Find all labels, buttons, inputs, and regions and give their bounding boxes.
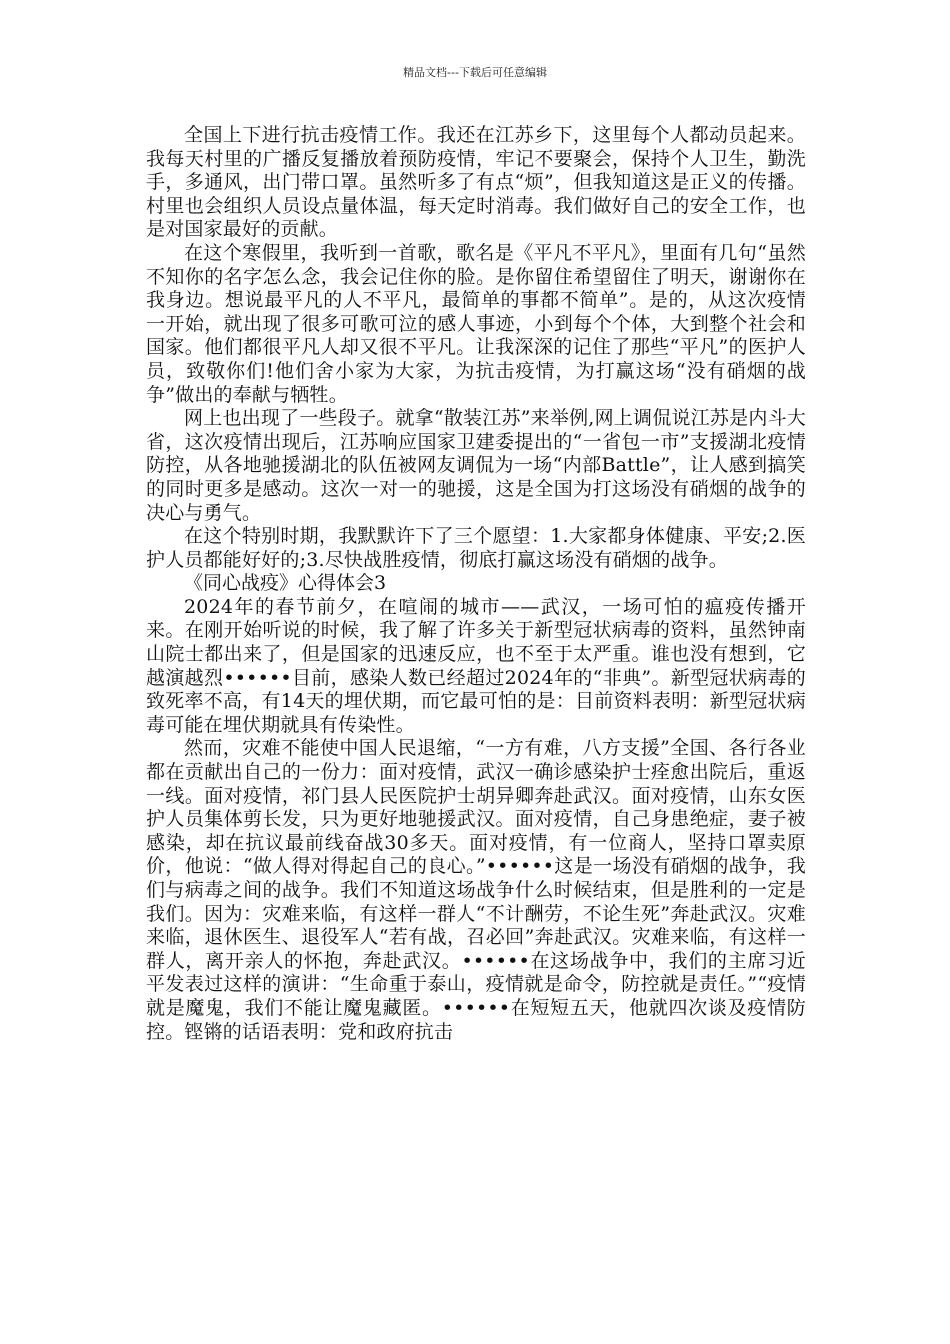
paragraph-5: 2024年的春节前夕，在喧闹的城市——武汉，一场可怕的瘟疫传播开来。在刚开始听说的时候，我了解了许多关于新型冠状病毒的资料，虽然钟南山院士都出来了，但是国家的迅速反应，也不至于太严重。谁也没有想到，它越演越烈••••••目前，感染人数已经超过2024年的“非典”。新型冠状病毒的致死率不高，有14天的埋伏期，而它最可怕的是：目前资料表明：新型冠状病毒可能在埋伏期就具有传染性。 [146,595,806,736]
paragraph-3: 网上也出现了一些段子。就拿“散装江苏”来举例,网上调侃说江苏是内斗大省，这次疫情出现后，江苏响应国家卫建委提出的“一省包一市”支援湖北疫情防控，从各地驰援湖北的队伍被网友调侃为一场“内部Battle”，让人感到搞笑的同时更多是感动。这次一对一的驰援，这是全国为打这场没有硝烟的战争的决心与勇气。 [146,407,806,524]
paragraph-1: 全国上下进行抗击疫情工作。我还在江苏乡下，这里每个人都动员起来。我每天村里的广播反复播放着预防疫情，牢记不要聚会，保持个人卫生，勤洗手，多通风，出门带口罩。虽然听多了有点“烦”，但我知道这是正义的传播。村里也会组织人员设点量体温，每天定时消毒。我们做好自己的安全工作，也是对国家最好的贡献。 [146,124,806,241]
document-body [146,124,806,1044]
paragraph-2: 在这个寒假里，我听到一首歌，歌名是《平凡不平凡》，里面有几句“虽然不知你的名字怎么念，我会记住你的脸。是你留住希望留住了明天，谢谢你在我身边。想说最平凡的人不平凡，最简单的事都不简单”。是的，从这次疫情一开始，就出现了很多可歌可泣的感人事迹，小到每个个体，大到整个社会和国家。他们都很平凡人却又很不平凡。让我深深的记住了那些“平凡”的医护人员，致敬你们!他们舍小家为大家，为抗击疫情，为打赢这场“没有硝烟的战争”做出的奉献与牺牲。 [146,241,806,406]
section-heading: 《同心战疫》心得体会3 [184,572,387,595]
paragraph-4: 在这个特别时期，我默默许下了三个愿望：1.大家都身体健康、平安;2.医护人员都能好好的;3.尽快战胜疫情，彻底打赢这场没有硝烟的战争。 [146,525,806,571]
paragraph-6: 然而，灾难不能使中国人民退缩，“一方有难，八方支援”全国、各行各业都在贡献出自己的一份力：面对疫情，武汉一确诊感染护士痊愈出院后，重返一线。面对疫情，祁门县人民医院护士胡异卿奔赴武汉。面对疫情，山东女医护人员集体剪长发，只为更好地驰援武汉。面对疫情，自己身患绝症，妻子被感染，却在抗议最前线奋战30多天。面对疫情，有一位商人，坚持口罩卖原价，他说：“做人得对得起自己的良心。”••••••这是一场没有硝烟的战争，我们与病毒之间的战争。我们不知道这场战争什么时候结束，但是胜利的一定是我们。因为：灾难来临，有这样一群人“不计酬劳，不论生死”奔赴武汉。灾难来临，退休医生、退役军人“若有战，召必回”奔赴武汉。灾难来临，有这样一群人，离开亲人的怀抱，奔赴武汉。••••••在这场战争中，我们的主席习近平发表过这样的演讲：“生命重于泰山，疫情就是命令，防控就是责任。”“疫情就是魔鬼，我们不能让魔鬼藏匿。••••••在短短五天，他就四次谈及疫情防控。铿锵的话语表明：党和政府抗击 [146,737,806,1043]
page-header: 精品文档---下载后可任意编辑 [403,66,547,79]
